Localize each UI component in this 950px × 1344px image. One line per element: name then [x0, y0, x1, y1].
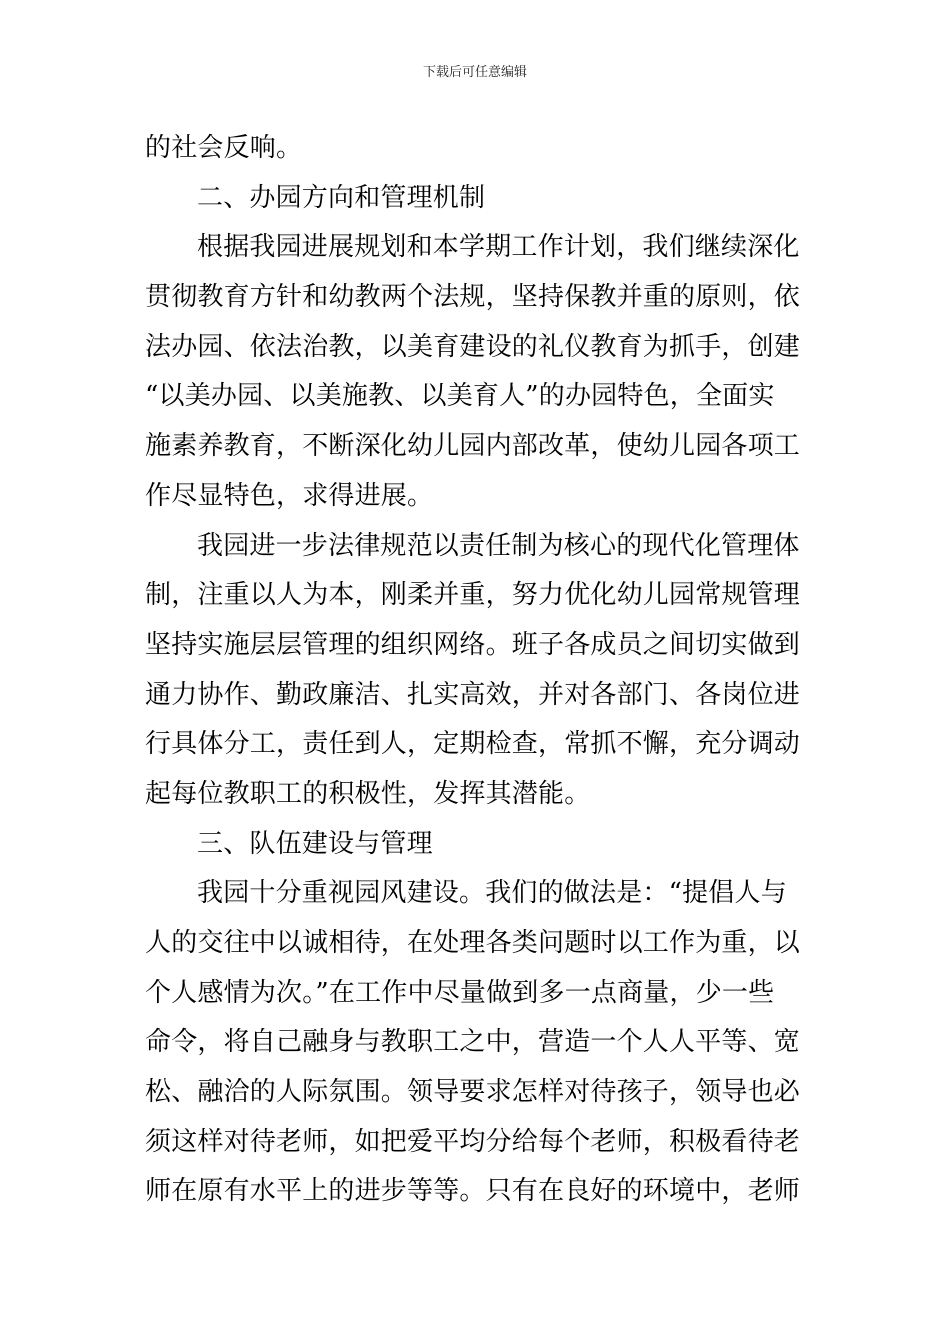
text-line: 须这样对待老师，如把爱平均分给每个老师，积极看待老	[145, 1126, 801, 1157]
text-line: 制，注重以人为本，刚柔并重，努力优化幼儿园常规管理	[145, 580, 801, 611]
text-line: 人的交往中以诚相待，在处理各类问题时以工作为重，以	[145, 928, 801, 958]
text-line: “以美办园、以美施教、以美育人”的办园特色，全面实	[145, 381, 775, 412]
text-line: 施素养教育，不断深化幼儿园内部改革，使幼儿园各项工	[145, 431, 801, 462]
text-line: 法办园、依法治教，以美育建设的礼仪教育为抓手，创建	[145, 331, 801, 362]
text-line: 作尽显特色，求得进展。	[145, 480, 434, 511]
text-line: 通力协作、勤政廉洁、扎实高效，并对各部门、各岗位进	[145, 679, 801, 710]
text-line: 个人感情为次。”在工作中尽量做到多一点商量，少一些	[145, 977, 775, 1008]
section-heading: 二、办园方向和管理机制	[197, 182, 486, 213]
text-line: 松、融洽的人际氛围。领导要求怎样对待孩子，领导也必	[145, 1077, 801, 1108]
text-line: 坚持实施层层管理的组织网络。班子各成员之间切实做到	[145, 629, 801, 660]
text-line: 的社会反响。	[145, 133, 303, 163]
text-line: 根据我园进展规划和本学期工作计划，我们继续深化	[197, 232, 800, 263]
text-line: 起每位教职工的积极性，发挥其潜能。	[145, 778, 591, 809]
text-line: 我园十分重视园风建设。我们的做法是：“提倡人与	[197, 878, 787, 909]
section-heading: 三、队伍建设与管理	[197, 828, 433, 859]
page-header: 下载后可任意编辑	[422, 65, 527, 80]
document-body	[145, 124, 815, 1217]
text-line: 我园进一步法律规范以责任制为核心的现代化管理体	[197, 530, 800, 561]
text-line: 师在原有水平上的进步等等。只有在良好的环境中，老师	[145, 1176, 801, 1207]
text-line: 命令，将自己融身与教职工之中，营造一个人人平等、宽	[145, 1027, 801, 1058]
text-line: 贯彻教育方针和幼教两个法规，坚持保教并重的原则，依	[145, 282, 801, 313]
text-line: 行具体分工，责任到人，定期检查，常抓不懈，充分调动	[145, 729, 801, 760]
